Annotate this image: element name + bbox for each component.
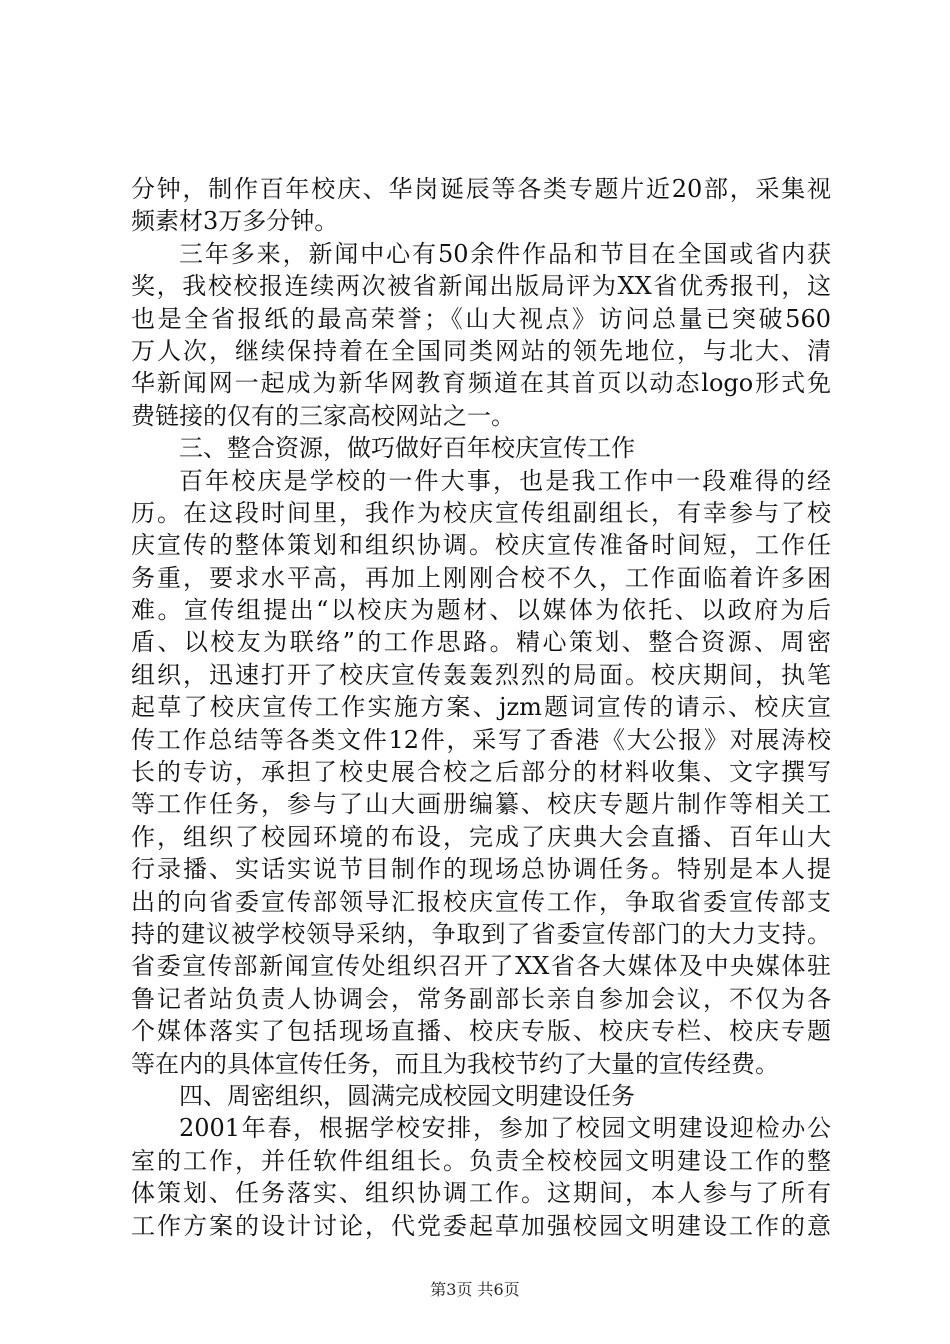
text-line: 历。在这段时间里，我作为校庆宣传组副组长，有幸参与了校 [131, 498, 831, 527]
text-line: 分钟，制作百年校庆、华岗诞辰等各类专题片近20部，采集视 [131, 175, 831, 203]
text-line: 组织，迅速打开了校庆宣传轰轰烈烈的局面。校庆期间，执笔 [131, 660, 831, 689]
text-line: 传工作总结等各类文件12件，采写了香港《大公报》对展涛校 [131, 725, 831, 754]
text-line: 也是全省报纸的最高荣誉；《山大视点》访问总量已突破560 [131, 304, 831, 333]
paragraph-start-line: 百年校庆是学校的一件大事，也是我工作中一段难得的经 [179, 466, 831, 495]
text-line: 持的建议被学校领导采纳，争取到了省委宣传部门的大力支持。 [131, 919, 831, 948]
text-line: 费链接的仅有的三家高校网站之一。 [131, 401, 515, 430]
text-line: 行录播、实话实说节目制作的现场总协调任务。特别是本人提 [131, 855, 831, 884]
section-heading: 三、整合资源，做巧做好百年校庆宣传工作 [179, 434, 635, 463]
page-number-footer: 第3页 共6页 [430, 1280, 520, 1299]
text-line: 室的工作，并任软件组组长。负责全校校园文明建设工作的整 [131, 1146, 831, 1175]
text-line: 华新闻网一起成为新华网教育频道在其首页以动态logo形式免 [131, 369, 831, 398]
text-line: 起草了校庆宣传工作实施方案、jzm题词宣传的请示、校庆宣 [131, 693, 831, 722]
text-line: 奖，我校校报连续两次被省新闻出版局评为XX省优秀报刊，这 [131, 272, 831, 301]
text-line: 省委宣传部新闻宣传处组织召开了XX省各大媒体及中央媒体驻 [131, 952, 831, 981]
text-line: 等工作任务，参与了山大画册编纂、校庆专题片制作等相关工 [131, 790, 831, 819]
paragraph-start-line: 2001年春，根据学校安排，参加了校园文明建设迎检办公 [179, 1114, 831, 1143]
text-line: 务重，要求水平高，再加上刚刚合校不久，工作面临着许多困 [131, 563, 831, 592]
text-line: 体策划、任务落实、组织协调工作。这期间，本人参与了所有 [131, 1179, 831, 1208]
text-line: 难。宣传组提出“以校庆为题材、以媒体为依托、以政府为后 [131, 596, 831, 625]
text-line: 出的向省委宣传部领导汇报校庆宣传工作，争取省委宣传部支 [131, 887, 831, 916]
text-line: 作，组织了校园环境的布设，完成了庆典大会直播、百年山大 [131, 822, 831, 851]
text-line: 盾、以校友为联络”的工作思路。精心策划、整合资源、周密 [131, 628, 831, 657]
section-heading: 四、周密组织，圆满完成校园文明建设任务 [179, 1081, 635, 1110]
text-line: 等在内的具体宣传任务，而且为我校节约了大量的宣传经费。 [131, 1049, 779, 1078]
text-line: 长的专访，承担了校史展合校之后部分的材料收集、文字撰写 [131, 758, 831, 787]
text-line: 庆宣传的整体策划和组织协调。校庆宣传准备时间短，工作任 [131, 531, 831, 560]
text-line: 万人次，继续保持着在全国同类网站的领先地位，与北大、清 [131, 336, 831, 365]
paragraph-start-line: 三年多来，新闻中心有50余件作品和节目在全国或省内获 [179, 239, 831, 268]
document-body [131, 173, 831, 1242]
text-line: 鲁记者站负责人协调会，常务副部长亲自参加会议，不仅为各 [131, 984, 831, 1013]
text-line: 频素材3万多分钟。 [131, 207, 339, 236]
text-line: 个媒体落实了包括现场直播、校庆专版、校庆专栏、校庆专题 [131, 1017, 831, 1046]
text-line: 工作方案的设计讨论，代党委起草加强校园文明建设工作的意 [131, 1211, 831, 1240]
